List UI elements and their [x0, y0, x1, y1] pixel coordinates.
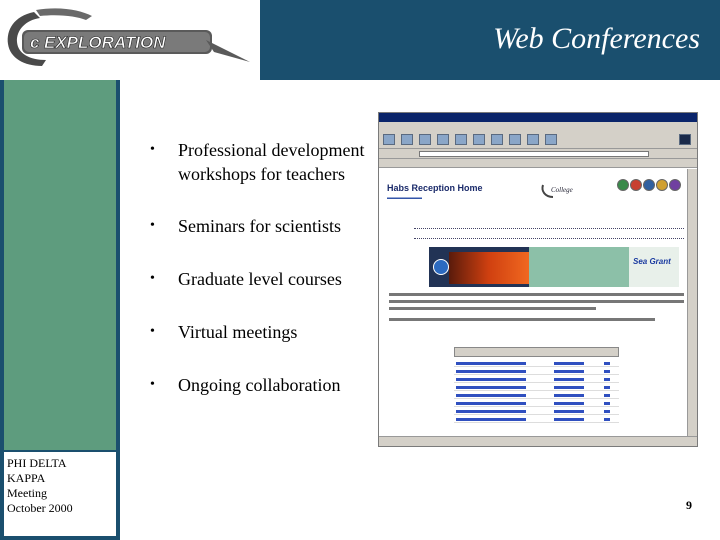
- nav-circle-icon: [656, 179, 668, 191]
- bullet-text-line: workshops for teachers: [178, 164, 345, 184]
- bullet-dot: •: [150, 271, 155, 286]
- footer-line: Meeting: [7, 486, 47, 500]
- webpage-banner: [429, 247, 679, 287]
- browser-content: [379, 169, 689, 437]
- mail-icon: [527, 134, 539, 145]
- logo-text: EXPLORATION: [44, 33, 166, 52]
- banner-middle: [529, 247, 629, 287]
- page-number: 9: [686, 498, 692, 512]
- address-field: [419, 151, 649, 157]
- history-icon: [509, 134, 521, 145]
- browser-logo-icon: [679, 134, 691, 145]
- bullet-dot: •: [150, 377, 155, 392]
- webpage-nav: [414, 221, 684, 239]
- webpage-icon-row: [617, 179, 687, 199]
- logo-prefix: c: [30, 33, 40, 52]
- bullet-dot: •: [150, 218, 155, 233]
- exploration-logo: [0, 0, 260, 80]
- sea-grant-logo: Sea Grant: [633, 257, 671, 266]
- browser-statusbar: [379, 436, 698, 446]
- webpage-text: [389, 293, 684, 325]
- college-logo: [539, 179, 609, 201]
- browser-links-bar: [379, 159, 697, 168]
- browser-address-bar: [379, 149, 697, 159]
- footer-text: [7, 456, 115, 516]
- browser-toolbar: [379, 131, 697, 149]
- svg-text:College: College: [551, 186, 573, 194]
- webpage-table: [454, 347, 619, 437]
- bullet-text: Virtual meetings: [178, 322, 298, 342]
- footer-line: KAPPA: [7, 471, 46, 485]
- logo-area: [0, 0, 260, 80]
- print-icon: [545, 134, 557, 145]
- browser-menubar: [379, 122, 697, 131]
- nav-circle-icon: [630, 179, 642, 191]
- browser-screenshot: [378, 112, 698, 447]
- bullet-text: Graduate level courses: [178, 269, 342, 289]
- bullet-text-line: Professional development: [178, 140, 365, 160]
- bullet-text: Ongoing collaboration: [178, 375, 341, 395]
- home-icon: [455, 134, 467, 145]
- favorites-icon: [491, 134, 503, 145]
- footer-line: October 2000: [7, 501, 73, 515]
- bullet-dot: •: [150, 142, 155, 157]
- bullet-text: Seminars for scientists: [178, 216, 341, 236]
- browser-scrollbar: [687, 169, 697, 437]
- webpage-title: Habs Reception Home: [387, 183, 483, 193]
- noaa-seal-icon: [433, 259, 449, 275]
- webpage-subtitle: ▬▬▬▬▬▬▬: [387, 195, 422, 201]
- search-icon: [473, 134, 485, 145]
- bullet-dot: •: [150, 324, 155, 339]
- banner-image: [449, 252, 529, 284]
- browser-titlebar: [379, 113, 697, 122]
- left-sidebar-panel: [4, 80, 116, 450]
- forward-icon: [401, 134, 413, 145]
- nav-circle-icon: [669, 179, 681, 191]
- slide-title: Web Conferences: [493, 22, 700, 55]
- refresh-icon: [437, 134, 449, 145]
- back-icon: [383, 134, 395, 145]
- nav-circle-icon: [617, 179, 629, 191]
- stop-icon: [419, 134, 431, 145]
- nav-circle-icon: [643, 179, 655, 191]
- footer-line: PHI DELTA: [7, 456, 67, 470]
